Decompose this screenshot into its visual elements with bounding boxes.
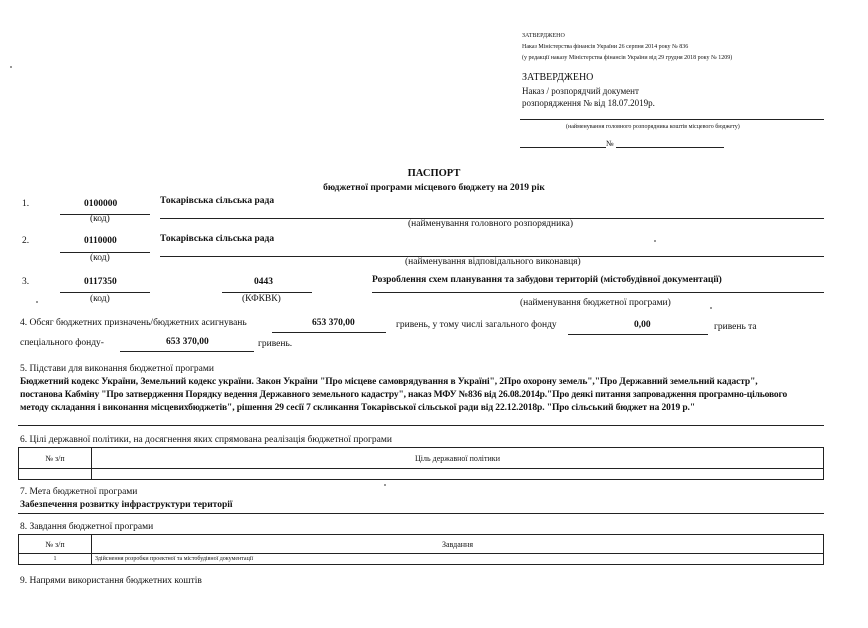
approval-signature-line (520, 119, 824, 120)
row2-number: 2. (22, 236, 30, 246)
row3-name-line (372, 292, 824, 293)
section6-label: 6. Цілі державної політики, на досягнення яких спрямована реалізація бюджетної програми (20, 435, 392, 445)
task-number: 1 (19, 554, 92, 565)
scan-speck (384, 484, 386, 486)
row3-name: Розроблення схем планування та забудови територій (містобудівної документації) (372, 275, 722, 285)
approval-top-title: ЗАТВЕРДЖЕНО (522, 33, 565, 39)
approval-number-sign: № (606, 139, 614, 148)
row1-name-caption: (найменування головного розпорядника) (408, 219, 574, 229)
table-row (19, 469, 824, 480)
section4-general-line (568, 334, 708, 335)
row1-number: 1. (22, 199, 30, 209)
row1-code-caption: (код) (90, 214, 110, 224)
approval-date-line (520, 147, 606, 148)
row2-name-caption: (найменування відповідального виконавця) (405, 257, 581, 267)
column-header-task: Завдання (92, 535, 824, 554)
row3-code: 0117350 (84, 277, 117, 287)
section5-label: 5. Підстави для виконання бюджетної програми (20, 364, 214, 374)
table-header-row (19, 448, 824, 469)
row2-name: Токарівська сільська рада (160, 234, 275, 244)
row3-name-caption: (найменування бюджетної програми) (520, 298, 671, 308)
section5-underline (18, 425, 824, 426)
section4-currency: гривень. (258, 339, 293, 349)
policy-goals-table (18, 447, 824, 480)
approval-title: ЗАТВЕРДЖЕНО (522, 72, 594, 83)
row2-code-caption: (код) (90, 253, 110, 263)
column-header-number: № з/п (19, 448, 92, 469)
scan-speck (36, 301, 38, 303)
approval-top-line2: (у редакції наказу Міністерства фінансів України від 29 грудня 2018 року № 1209) (522, 55, 733, 61)
section4-total-line (272, 332, 386, 333)
section8-label: 8. Завдання бюджетної програми (20, 522, 154, 532)
row3-code-line (60, 292, 150, 293)
table-header-row (19, 535, 824, 554)
table-cell (19, 469, 92, 480)
section4-label: 4. Обсяг бюджетних призначень/бюджетних асигнувань (20, 318, 247, 328)
section9-label: 9. Напрями використання бюджетних коштів (20, 576, 202, 586)
scan-speck (10, 66, 12, 68)
section4-special-label: спеціального фонду- (20, 338, 104, 348)
table-row (19, 554, 824, 565)
approval-number-line (616, 147, 724, 148)
row1-name: Токарівська сільська рада (160, 196, 275, 206)
column-header-goal: Ціль державної політики (92, 448, 824, 469)
section5-line: методу складання і виконання місцевихбюджетів", рішення 29 сесії 7 скликання Токарівської сільської ради від 22.12.2018р. "Про сільський бюджет на 2019 р." (20, 403, 696, 413)
section4-general: 0,00 (634, 320, 651, 330)
row3-number: 3. (22, 277, 30, 287)
page-subtitle: бюджетної програми місцевого бюджету на 2019 рік (323, 183, 545, 193)
scan-speck (710, 307, 712, 309)
scan-speck (654, 240, 656, 242)
task-text: Здійснення розробки проектної та містобудівної документації (92, 554, 824, 565)
tasks-table (18, 534, 824, 565)
section5-line: постанова Кабміну "Про затвердження Порядку ведення Державного земельного кадастру", наказ МФУ №836 від 26.08.2014р."Про деякі питання запровадження програмно-цільового (20, 390, 788, 400)
row3-kfkvk-line (222, 292, 312, 293)
column-header-number: № з/п (19, 535, 92, 554)
section4-and-text: гривень та (714, 322, 757, 332)
section7-label: 7. Мета бюджетної програми (20, 487, 138, 497)
approval-caption: (найменування головного розпорядника коштів місцевого бюджету) (566, 124, 740, 130)
section5-line: Бюджетний кодекс України, Земельний кодекс україни. Закон України "Про місцеве самоврядування в Україні", 2Про охорону земель","Про Державний земельний кадастр", (20, 377, 758, 387)
row2-code: 0110000 (84, 236, 117, 246)
section4-special-line (120, 351, 254, 352)
row1-code: 0100000 (84, 199, 118, 209)
page-title: ПАСПОРТ (407, 168, 461, 179)
approval-top-line1: Наказ Міністерства фінансів України 26 серпня 2014 року № 836 (522, 44, 689, 50)
section4-mid-text: гривень, у тому числі загального фонду (396, 320, 557, 330)
row3-code-caption: (код) (90, 294, 110, 304)
table-cell (92, 469, 824, 480)
row3-kfkvk: 0443 (254, 277, 273, 287)
approval-doc: Наказ / розпорядчий документ (522, 86, 639, 96)
approval-order: розпорядження № від 18.07.2019р. (522, 98, 655, 108)
section7-underline (18, 513, 824, 514)
section4-special: 653 370,00 (166, 337, 209, 347)
section7-text: Забезпечення розвитку інфраструктури території (20, 500, 233, 510)
row3-kfkvk-caption: (КФКВК) (242, 294, 281, 304)
section4-total: 653 370,00 (312, 318, 355, 328)
